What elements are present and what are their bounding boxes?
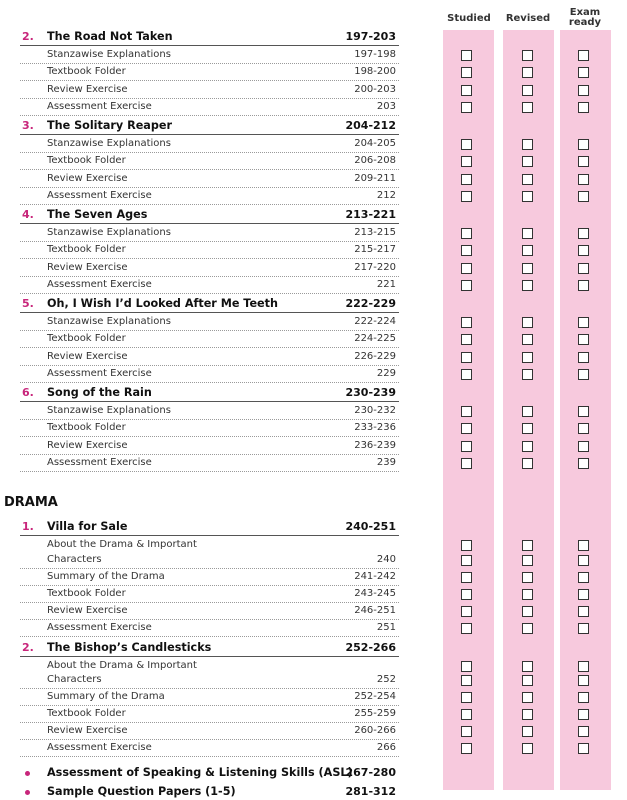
studied-checkbox[interactable] xyxy=(461,85,472,96)
exam-ready-checkbox[interactable] xyxy=(578,174,589,185)
item-number: 4. xyxy=(22,208,34,221)
studied-checkbox[interactable] xyxy=(461,423,472,434)
revised-checkbox[interactable] xyxy=(522,572,533,583)
subsection-pages: 252-254 xyxy=(354,691,396,702)
revised-header: Revised xyxy=(505,13,551,24)
exam-ready-checkbox[interactable] xyxy=(578,661,589,672)
row-rule xyxy=(20,98,399,99)
revised-checkbox[interactable] xyxy=(522,139,533,150)
row-rule xyxy=(20,241,399,242)
revised-checkbox[interactable] xyxy=(522,661,533,672)
exam-ready-header: Exam ready xyxy=(568,7,602,28)
studied-checkbox[interactable] xyxy=(461,441,472,452)
subsection-pages: 243-245 xyxy=(354,587,396,599)
studied-checkbox[interactable] xyxy=(461,726,472,737)
row-rule xyxy=(20,705,399,706)
subsection-label: Textbook Folder xyxy=(47,66,126,77)
exam-ready-checkbox[interactable] xyxy=(578,67,589,78)
subsection-label: Textbook Folder xyxy=(47,587,126,599)
subsection-label: Assessment Exercise xyxy=(47,457,152,468)
subsection-label: Stanzawise Explanations xyxy=(47,226,171,238)
subsection-pages: 222-224 xyxy=(354,315,396,327)
row-rule xyxy=(20,293,399,294)
row-rule xyxy=(20,419,399,420)
revised-checkbox[interactable] xyxy=(522,606,533,617)
subsection-label: Review Exercise xyxy=(47,172,128,184)
item-pages: 222-229 xyxy=(345,297,396,310)
exam-ready-checkbox[interactable] xyxy=(578,50,589,61)
subsection-label: About the Drama & Important xyxy=(47,659,197,671)
item-title: Assessment of Speaking & Listening Skills (ASL) xyxy=(47,766,353,779)
row-rule xyxy=(20,115,399,116)
revised-checkbox[interactable] xyxy=(522,174,533,185)
exam-ready-checkbox[interactable] xyxy=(578,623,589,634)
subsection-pages: 229 xyxy=(376,368,396,379)
exam-ready-checkbox[interactable] xyxy=(578,589,589,600)
studied-checkbox[interactable] xyxy=(461,623,472,634)
studied-checkbox[interactable] xyxy=(461,263,472,274)
exam-ready-checkbox[interactable] xyxy=(578,572,589,583)
revised-checkbox[interactable] xyxy=(522,406,533,417)
subsection-pages: 251 xyxy=(376,621,396,633)
revised-checkbox[interactable] xyxy=(522,245,533,256)
revised-checkbox[interactable] xyxy=(522,228,533,239)
subsection-pages: 226-229 xyxy=(354,350,396,362)
revised-checkbox[interactable] xyxy=(522,589,533,600)
subsection-pages: 236-239 xyxy=(354,439,396,451)
exam-ready-checkbox[interactable] xyxy=(578,352,589,363)
revised-checkbox[interactable] xyxy=(522,458,533,469)
revised-checkbox[interactable] xyxy=(522,280,533,291)
subsection-pages: 233-236 xyxy=(354,422,396,433)
subsection-label: Stanzawise Explanations xyxy=(47,137,171,149)
subsection-pages: 209-211 xyxy=(354,172,396,184)
item-number: 5. xyxy=(22,297,34,310)
revised-checkbox[interactable] xyxy=(522,263,533,274)
item-pages: 230-239 xyxy=(345,386,396,399)
row-rule xyxy=(20,739,399,740)
studied-checkbox[interactable] xyxy=(461,369,472,380)
row-rule xyxy=(20,471,399,472)
subsection-label: Assessment Exercise xyxy=(47,279,152,290)
revised-checkbox[interactable] xyxy=(522,156,533,167)
row-rule xyxy=(20,602,399,603)
exam-ready-checkbox[interactable] xyxy=(578,156,589,167)
subsection-pages: 241-242 xyxy=(354,570,396,582)
subsection-pages: 206-208 xyxy=(354,155,396,166)
exam-ready-checkbox[interactable] xyxy=(578,334,589,345)
subsection-pages: 213-215 xyxy=(354,226,396,238)
subsection-label: Review Exercise xyxy=(47,350,128,362)
studied-checkbox[interactable] xyxy=(461,572,472,583)
row-rule xyxy=(20,258,399,259)
exam-ready-checkbox[interactable] xyxy=(578,102,589,113)
exam-ready-checkbox[interactable] xyxy=(578,709,589,720)
exam-ready-checkbox[interactable] xyxy=(578,692,589,703)
item-pages: 281-312 xyxy=(345,785,396,798)
row-rule xyxy=(20,330,399,331)
studied-checkbox[interactable] xyxy=(461,692,472,703)
exam-ready-checkbox[interactable] xyxy=(578,139,589,150)
item-title: Sample Question Papers (1-5) xyxy=(47,785,236,798)
studied-checkbox[interactable] xyxy=(461,317,472,328)
row-rule xyxy=(20,63,399,64)
exam-ready-checkbox[interactable] xyxy=(578,263,589,274)
item-number: 3. xyxy=(22,119,34,132)
row-rule xyxy=(20,187,399,188)
subsection-label: About the Drama & Important xyxy=(47,539,197,550)
revised-checkbox[interactable] xyxy=(522,334,533,345)
revised-checkbox[interactable] xyxy=(522,540,533,551)
item-title: The Bishop’s Candlesticks xyxy=(47,640,212,654)
subsection-label: Textbook Folder xyxy=(47,708,126,719)
row-rule xyxy=(20,756,399,757)
item-title: Song of the Rain xyxy=(47,386,152,399)
title-rule xyxy=(20,656,399,657)
studied-checkbox[interactable] xyxy=(461,174,472,185)
exam-ready-checkbox[interactable] xyxy=(578,458,589,469)
subsection-pages: 252 xyxy=(376,674,396,685)
item-number: 1. xyxy=(22,520,34,533)
subsection-label: Review Exercise xyxy=(47,83,128,95)
bullet-marker xyxy=(25,771,30,776)
studied-checkbox[interactable] xyxy=(461,555,472,566)
revised-checkbox[interactable] xyxy=(522,726,533,737)
item-title: The Road Not Taken xyxy=(47,30,173,43)
subsection-pages: 217-220 xyxy=(354,261,396,273)
revised-checkbox[interactable] xyxy=(522,50,533,61)
revised-checkbox[interactable] xyxy=(522,675,533,686)
studied-checkbox[interactable] xyxy=(461,661,472,672)
studied-checkbox[interactable] xyxy=(461,352,472,363)
title-rule xyxy=(20,134,399,135)
exam-ready-checkbox[interactable] xyxy=(578,423,589,434)
studied-checkbox[interactable] xyxy=(461,280,472,291)
exam-ready-checkbox[interactable] xyxy=(578,606,589,617)
item-pages: 204-212 xyxy=(345,119,396,132)
subsection-pages: 240 xyxy=(376,553,396,565)
subsection-pages: 246-251 xyxy=(354,604,396,616)
revised-checkbox[interactable] xyxy=(522,692,533,703)
studied-checkbox[interactable] xyxy=(461,102,472,113)
item-title: Oh, I Wish I’d Looked After Me Teeth xyxy=(47,297,278,310)
exam-ready-checkbox[interactable] xyxy=(578,675,589,686)
title-rule xyxy=(20,535,399,536)
subsection-label: Textbook Folder xyxy=(47,333,126,344)
row-rule xyxy=(20,722,399,723)
subsection-label: Textbook Folder xyxy=(47,422,126,433)
revised-checkbox[interactable] xyxy=(522,85,533,96)
studied-checkbox[interactable] xyxy=(461,743,472,754)
studied-checkbox[interactable] xyxy=(461,458,472,469)
studied-checkbox[interactable] xyxy=(461,589,472,600)
subsection-pages: 260-266 xyxy=(354,725,396,736)
exam-ready-checkbox[interactable] xyxy=(578,726,589,737)
revised-checkbox[interactable] xyxy=(522,709,533,720)
revised-checkbox[interactable] xyxy=(522,317,533,328)
row-rule xyxy=(20,619,399,620)
exam-ready-checkbox[interactable] xyxy=(578,406,589,417)
row-rule xyxy=(20,636,399,637)
revised-checkbox[interactable] xyxy=(522,743,533,754)
studied-checkbox[interactable] xyxy=(461,245,472,256)
subsection-label: Stanzawise Explanations xyxy=(47,315,171,327)
title-rule xyxy=(20,401,399,402)
section-heading-drama: DRAMA xyxy=(4,495,58,510)
studied-checkbox[interactable] xyxy=(461,139,472,150)
subsection-label: Review Exercise xyxy=(47,725,128,736)
revised-checkbox[interactable] xyxy=(522,555,533,566)
exam-ready-checkbox[interactable] xyxy=(578,441,589,452)
item-pages: 197-203 xyxy=(345,30,396,43)
revised-checkbox[interactable] xyxy=(522,441,533,452)
subsection-pages: 203 xyxy=(376,101,396,112)
item-number: 2. xyxy=(22,30,34,43)
subsection-pages: 230-232 xyxy=(354,404,396,416)
row-rule xyxy=(20,169,399,170)
revised-checkbox[interactable] xyxy=(522,369,533,380)
exam-ready-checkbox[interactable] xyxy=(578,317,589,328)
studied-checkbox[interactable] xyxy=(461,156,472,167)
title-rule xyxy=(20,223,399,224)
subsection-pages: 239 xyxy=(376,457,396,468)
row-rule xyxy=(20,347,399,348)
subsection-label: Textbook Folder xyxy=(47,155,126,166)
row-rule xyxy=(20,436,399,437)
subsection-pages: 204-205 xyxy=(354,137,396,149)
subsection-label: Summary of the Drama xyxy=(47,570,165,582)
subsection-pages: 221 xyxy=(376,279,396,290)
revised-checkbox[interactable] xyxy=(522,67,533,78)
exam-ready-checkbox[interactable] xyxy=(578,228,589,239)
exam-ready-checkbox[interactable] xyxy=(578,280,589,291)
subsection-label: Characters xyxy=(47,674,102,685)
subsection-label: Stanzawise Explanations xyxy=(47,404,171,416)
subsection-label: Review Exercise xyxy=(47,604,128,616)
revised-checkbox[interactable] xyxy=(522,423,533,434)
item-pages: 213-221 xyxy=(345,208,396,221)
subsection-label: Assessment Exercise xyxy=(47,742,152,753)
studied-checkbox[interactable] xyxy=(461,675,472,686)
row-rule xyxy=(20,568,399,569)
row-rule xyxy=(20,276,399,277)
row-rule xyxy=(20,454,399,455)
subsection-pages: 255-259 xyxy=(354,708,396,719)
studied-checkbox[interactable] xyxy=(461,709,472,720)
studied-header: Studied xyxy=(447,13,491,24)
exam-ready-checkbox[interactable] xyxy=(578,555,589,566)
subsection-label: Textbook Folder xyxy=(47,244,126,255)
item-title: Villa for Sale xyxy=(47,520,128,533)
subsection-pages: 224-225 xyxy=(354,333,396,344)
studied-checkbox[interactable] xyxy=(461,67,472,78)
subsection-label: Stanzawise Explanations xyxy=(47,48,171,60)
item-number: 2. xyxy=(22,640,34,654)
item-title: The Solitary Reaper xyxy=(47,119,172,132)
subsection-label: Characters xyxy=(47,553,102,565)
item-pages: 252-266 xyxy=(345,640,396,654)
studied-checkbox[interactable] xyxy=(461,334,472,345)
revised-checkbox[interactable] xyxy=(522,191,533,202)
row-rule xyxy=(20,365,399,366)
revised-checkbox[interactable] xyxy=(522,623,533,634)
studied-checkbox[interactable] xyxy=(461,540,472,551)
row-rule xyxy=(20,152,399,153)
studied-checkbox[interactable] xyxy=(461,606,472,617)
subsection-label: Review Exercise xyxy=(47,439,128,451)
item-pages: 267-280 xyxy=(345,766,396,779)
studied-checkbox[interactable] xyxy=(461,228,472,239)
title-rule xyxy=(20,45,399,46)
subsection-pages: 198-200 xyxy=(354,66,396,77)
exam-ready-checkbox[interactable] xyxy=(578,540,589,551)
row-rule xyxy=(20,585,399,586)
subsection-pages: 266 xyxy=(376,742,396,753)
exam-ready-checkbox[interactable] xyxy=(578,369,589,380)
subsection-pages: 215-217 xyxy=(354,244,396,255)
subsection-label: Assessment Exercise xyxy=(47,190,152,201)
studied-checkbox[interactable] xyxy=(461,406,472,417)
item-title: The Seven Ages xyxy=(47,208,148,221)
exam-ready-checkbox[interactable] xyxy=(578,191,589,202)
studied-checkbox[interactable] xyxy=(461,50,472,61)
row-rule xyxy=(20,688,399,689)
subsection-label: Summary of the Drama xyxy=(47,691,165,702)
row-rule xyxy=(20,204,399,205)
subsection-pages: 200-203 xyxy=(354,83,396,95)
item-pages: 240-251 xyxy=(345,520,396,533)
bullet-marker xyxy=(25,790,30,795)
row-rule xyxy=(20,382,399,383)
subsection-label: Assessment Exercise xyxy=(47,101,152,112)
item-number: 6. xyxy=(22,386,34,399)
subsection-label: Assessment Exercise xyxy=(47,621,152,633)
subsection-label: Review Exercise xyxy=(47,261,128,273)
exam-ready-checkbox[interactable] xyxy=(578,85,589,96)
revised-checkbox[interactable] xyxy=(522,352,533,363)
row-rule xyxy=(20,80,399,81)
exam-ready-checkbox[interactable] xyxy=(578,245,589,256)
subsection-pages: 197-198 xyxy=(354,48,396,60)
title-rule xyxy=(20,312,399,313)
subsection-label: Assessment Exercise xyxy=(47,368,152,379)
revised-checkbox[interactable] xyxy=(522,102,533,113)
subsection-pages: 212 xyxy=(376,190,396,201)
exam-ready-checkbox[interactable] xyxy=(578,743,589,754)
studied-checkbox[interactable] xyxy=(461,191,472,202)
